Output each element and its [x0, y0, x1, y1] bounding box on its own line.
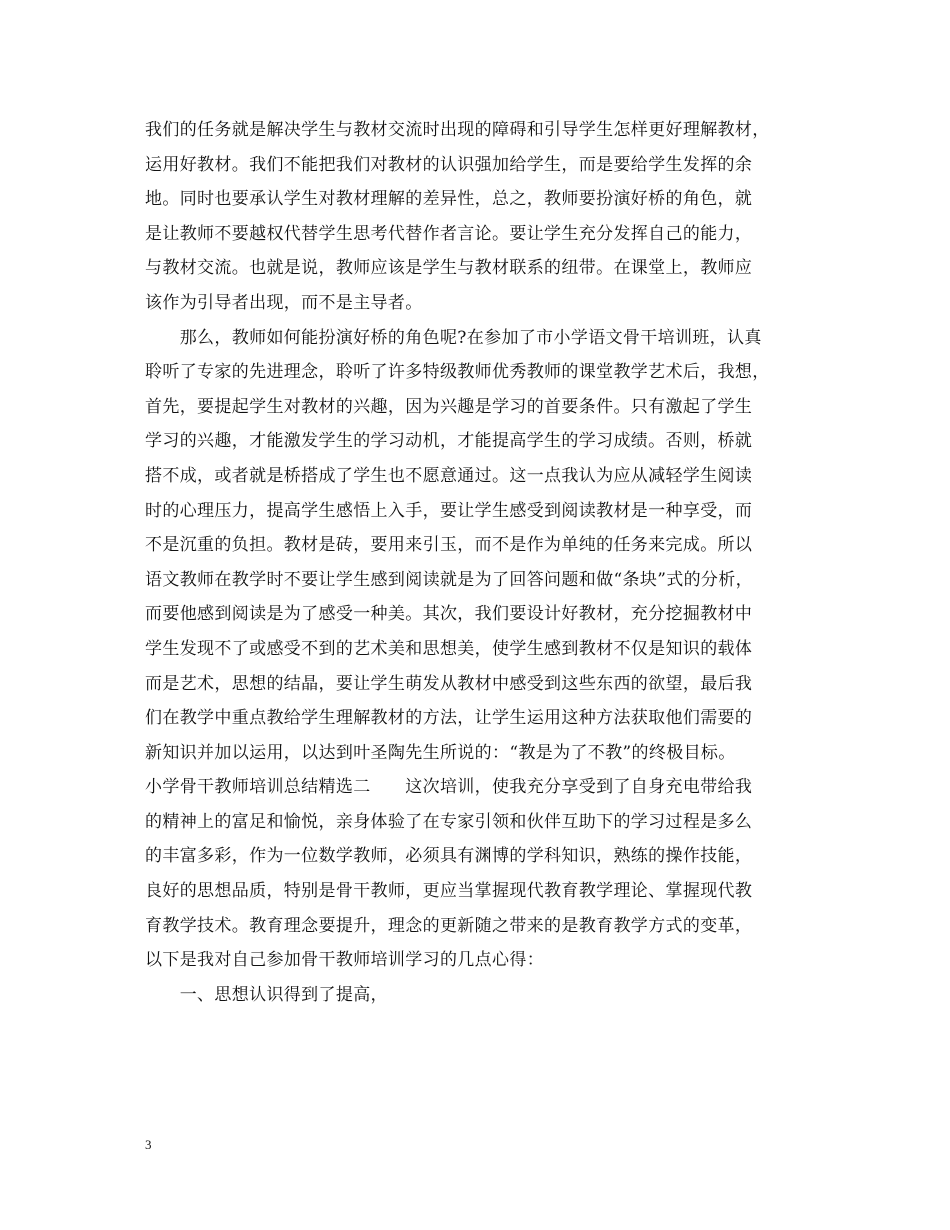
text-line: 时的心理压力，提高学生感悟上入手，要让学生感受到阅读教材是一种享受，而 [145, 500, 753, 521]
text-line: 该作为引导者出现，而不是主导者。 [145, 292, 423, 313]
text-line: 是让教师不要越权代替学生思考代替作者言论。要让学生充分发挥自己的能力， [145, 223, 753, 244]
text-line: 们在教学中重点教给学生理解教材的方法，让学生运用这种方法获取他们需要的 [145, 708, 753, 729]
text-line: 聆听了专家的先进理念，聆听了许多特级教师优秀教师的课堂教学艺术后，我想， [145, 362, 770, 383]
text-line: 以下是我对自己参加骨干教师培训学习的几点心得： [145, 950, 545, 971]
page-number: 3 [145, 1137, 152, 1152]
text-line: 我们的任务就是解决学生与教材交流时出现的障碍和引导学生怎样更好理解教材， [145, 120, 770, 140]
text-line: 而要他感到阅读是为了感受一种美。其次，我们要设计好教材，充分挖掘教材中 [145, 604, 753, 625]
text-line: 而是艺术，思想的结晶，要让学生萌发从教材中感受到这些东西的欲望，最后我 [145, 673, 753, 694]
text-line: 地。同时也要承认学生对教材理解的差异性，总之，教师要扮演好桥的角色，就 [145, 189, 753, 210]
text-line: 的精神上的富足和愉悦，亲身体验了在专家引领和伙伴互助下的学习过程是多么 [145, 811, 753, 832]
text-line: 育教学技术。教育理念要提升，理念的更新随之带来的是教育教学方式的变革， [145, 915, 753, 936]
text-line: 良好的思想品质，特别是骨干教师，更应当掌握现代教育教学理论、掌握现代教 [145, 881, 753, 902]
text-line: 一、思想认识得到了提高， [145, 984, 388, 1005]
text-line: 学生发现不了或感受不到的艺术美和思想美，使学生感到教材不仅是知识的载体 [145, 638, 753, 659]
text-line: 与教材交流。也就是说，教师应该是学生与教材联系的纽带。在课堂上，教师应 [145, 258, 753, 279]
body-text [145, 113, 805, 1012]
text-line: 不是沉重的负担。教材是砖，要用来引玉，而不是作为单纯的任务来完成。所以 [145, 535, 753, 556]
text-line: 语文教师在教学时不要让学生感到阅读就是为了回答问题和做“条块”式的分析， [145, 569, 753, 590]
text-line: 那么，教师如何能扮演好桥的角色呢?在参加了市小学语文骨干培训班，认真 [145, 327, 762, 348]
text-line: 学习的兴趣，才能激发学生的学习动机，才能提高学生的学习成绩。否则，桥就 [145, 431, 753, 452]
text-line: 运用好教材。我们不能把我们对教材的认识强加给学生，而是要给学生发挥的余 [145, 154, 753, 175]
text-line: 首先，要提起学生对教材的兴趣，因为兴趣是学习的首要条件。只有激起了学生 [145, 396, 753, 417]
text-line: 新知识并加以运用，以达到叶圣陶先生所说的：“教是为了不教”的终极目标。 [145, 742, 736, 763]
text-line: 搭不成，或者就是桥搭成了学生也不愿意通过。这一点我认为应从减轻学生阅读 [145, 465, 753, 486]
text-line: 的丰富多彩，作为一位数学教师，必须具有渊博的学科知识，熟练的操作技能， [145, 846, 753, 867]
text-line: 小学骨干教师培训总结精选二 这次培训，使我充分享受到了自身充电带给我 [145, 777, 753, 798]
